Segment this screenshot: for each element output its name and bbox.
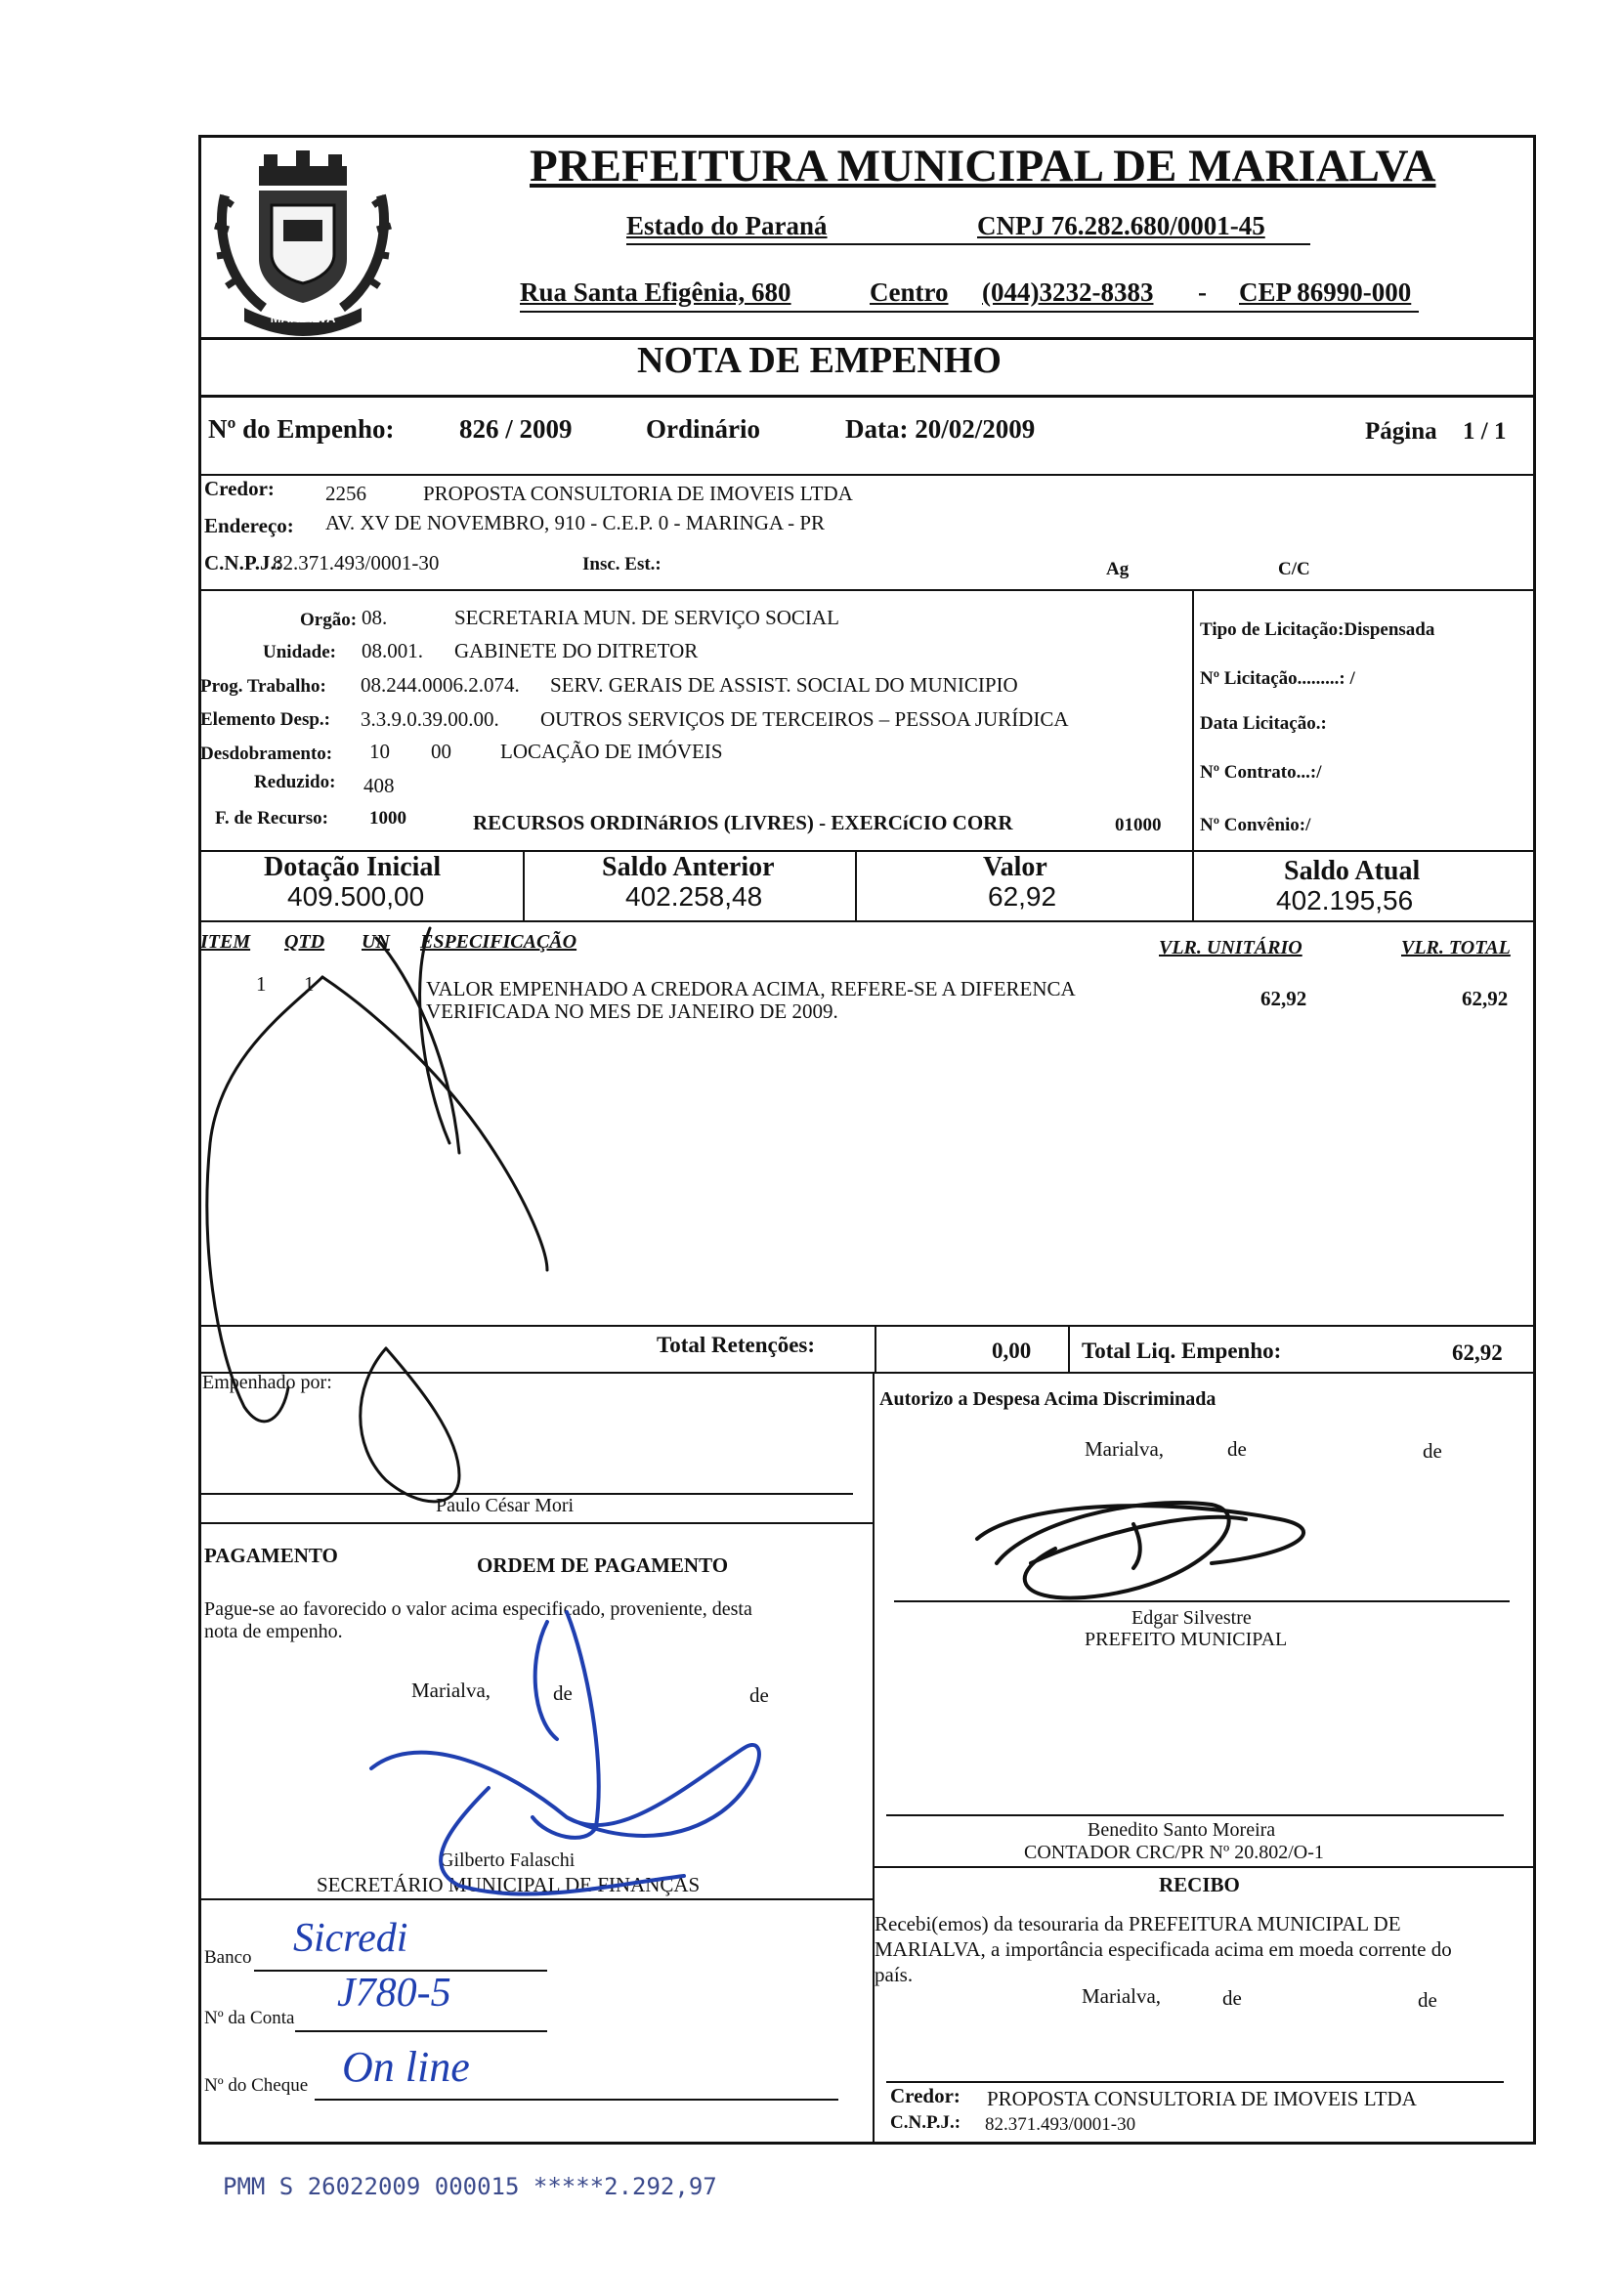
valor-label: Valor xyxy=(983,852,1047,882)
divider xyxy=(198,920,1536,922)
signature-line xyxy=(886,2081,1504,2083)
page-label: Página xyxy=(1365,418,1437,445)
licitacao-contrato: Nº Contrato...:/ xyxy=(1200,762,1322,783)
empenho-type: Ordinário xyxy=(646,414,761,444)
cheque-label: Nº do Cheque xyxy=(204,2075,309,2096)
licitacao-data: Data Licitação.: xyxy=(1200,713,1327,734)
autorizo-de-2: de xyxy=(1423,1439,1442,1463)
liquido-label: Total Liq. Empenho: xyxy=(1082,1339,1282,1363)
unit-price-header: VLR. UNITÁRIO xyxy=(1159,937,1302,958)
recibo-de-2: de xyxy=(1418,1988,1437,2012)
credor-cc-label: C/C xyxy=(1278,559,1310,579)
pagamento-text-2: nota de empenho. xyxy=(204,1621,343,1642)
saldo-anterior-value: 402.258,48 xyxy=(625,881,763,912)
valor-value: 62,92 xyxy=(988,881,1057,912)
municipality-phone: (044)3232-8383 xyxy=(982,277,1154,307)
total-header: VLR. TOTAL xyxy=(1401,937,1511,958)
empenhado-signer: Paulo César Mori xyxy=(436,1495,575,1516)
cheque-line xyxy=(315,2099,838,2101)
item-spec-line2: VERIFICADA NO MES DE JANEIRO DE 2009. xyxy=(426,999,838,1023)
state-name: Estado do Paraná xyxy=(626,211,828,240)
pagamento-text-1: Pague-se ao favorecido o valor acima especificado, proveniente, desta xyxy=(204,1598,752,1620)
divider xyxy=(198,1372,1536,1374)
cheque-value: On line xyxy=(342,2043,470,2091)
seal-text: MARIALVA xyxy=(270,311,336,325)
column-divider xyxy=(873,1372,875,2144)
recurso-code: 1000 xyxy=(369,808,406,829)
divider xyxy=(198,1325,1536,1327)
unidade-label: Unidade: xyxy=(263,642,336,662)
recibo-credor-name: PROPOSTA CONSULTORIA DE IMOVEIS LTDA xyxy=(987,2087,1417,2110)
ordem-pagamento-label: ORDEM DE PAGAMENTO xyxy=(477,1553,729,1577)
un-header: UN xyxy=(362,931,390,953)
prog-label: Prog. Trabalho: xyxy=(200,676,326,697)
empenho-date: Data: 20/02/2009 xyxy=(845,414,1036,444)
column-divider xyxy=(1068,1325,1070,1374)
recibo-text-2: MARIALVA, a importância especificada acima em moeda corrente do xyxy=(875,1937,1452,1961)
banco-label: Banco xyxy=(204,1947,252,1968)
autorizo-de-1: de xyxy=(1227,1437,1247,1461)
conta-line xyxy=(295,2030,547,2032)
item-number: 1 xyxy=(256,972,267,996)
recurso-name: RECURSOS ORDINáRIOS (LIVRES) - EXERCíCIO CORR xyxy=(473,811,1013,834)
credor-cnpj-label: C.N.P.J.: xyxy=(204,551,282,574)
pagamento-de-1: de xyxy=(553,1681,573,1705)
spec-header: ESPECIFICAÇÃO xyxy=(420,931,577,953)
header-rule xyxy=(626,243,1310,245)
recurso-code-2: 01000 xyxy=(1115,815,1162,835)
recibo-text-1: Recebi(emos) da tesouraria da PREFEITURA MUNICIPAL DE xyxy=(875,1912,1401,1935)
licitacao-convenio: Nº Convênio:/ xyxy=(1200,815,1311,835)
column-divider xyxy=(1192,850,1194,920)
orgao-code: 08. xyxy=(362,606,388,629)
reduzido-value: 408 xyxy=(363,774,395,797)
elemento-label: Elemento Desp.: xyxy=(200,709,330,730)
credor-address: AV. XV DE NOVEMBRO, 910 - C.E.P. 0 - MARINGA - PR xyxy=(325,511,826,534)
column-divider xyxy=(875,1325,876,1374)
credor-cnpj: 82.371.493/0001-30 xyxy=(273,551,440,574)
conta-label: Nº da Conta xyxy=(204,2008,295,2028)
secretario-role: SECRETÁRIO MUNICIPAL DE FINANÇAS xyxy=(317,1873,701,1896)
prefeito-role: PREFEITO MUNICIPAL xyxy=(1085,1629,1288,1650)
recibo-de-1: de xyxy=(1222,1986,1242,2010)
recibo-label: RECIBO xyxy=(1159,1873,1240,1896)
municipality-district: Centro xyxy=(870,277,949,307)
prog-name: SERV. GERAIS DE ASSIST. SOCIAL DO MUNICIPIO xyxy=(550,673,1018,697)
pagamento-de-2: de xyxy=(749,1683,769,1707)
orgao-name: SECRETARIA MUN. DE SERVIÇO SOCIAL xyxy=(454,606,839,629)
licitacao-numero: Nº Licitação.........: / xyxy=(1200,668,1355,689)
item-spec-line1: VALOR EMPENHADO A CREDORA ACIMA, REFERE-SE A DIFERENCA xyxy=(426,977,1076,1000)
header-separator: - xyxy=(1198,277,1207,307)
divider xyxy=(198,1522,873,1524)
banco-value: Sicredi xyxy=(293,1916,408,1961)
dotacao-value: 409.500,00 xyxy=(287,881,425,912)
recibo-city: Marialva, xyxy=(1082,1984,1162,2008)
prog-code: 08.244.0006.2.074. xyxy=(361,673,520,697)
saldo-atual-label: Saldo Atual xyxy=(1284,856,1421,886)
elemento-name: OUTROS SERVIÇOS DE TERCEIROS – PESSOA JURÍDICA xyxy=(540,707,1069,731)
credor-label: Credor: xyxy=(204,477,275,500)
municipality-cep: CEP 86990-000 xyxy=(1239,277,1412,307)
municipality-cnpj: CNPJ 76.282.680/0001-45 xyxy=(977,211,1265,240)
signature-line xyxy=(886,1814,1504,1816)
empenho-number-label: Nº do Empenho: xyxy=(208,414,395,444)
credor-insc-label: Insc. Est.: xyxy=(582,554,662,574)
empenho-number: 826 / 2009 xyxy=(459,414,573,444)
column-divider xyxy=(523,850,525,920)
document-title: NOTA DE EMPENHO xyxy=(637,340,1002,381)
autorizo-city: Marialva, xyxy=(1085,1437,1165,1461)
contador-name: Benedito Santo Moreira xyxy=(1088,1819,1276,1841)
conta-value: J780-5 xyxy=(337,1971,451,2016)
page-number: 1 / 1 xyxy=(1463,418,1507,445)
desdobramento-a: 10 xyxy=(369,740,390,763)
autorizo-label: Autorizo a Despesa Acima Discriminada xyxy=(879,1388,1216,1410)
dotacao-label: Dotação Inicial xyxy=(264,852,442,882)
recibo-cnpj: 82.371.493/0001-30 xyxy=(985,2114,1136,2135)
liquido-value: 62,92 xyxy=(1452,1340,1503,1365)
recibo-text-3: país. xyxy=(875,1963,914,1986)
credor-code: 2256 xyxy=(325,482,366,505)
empenhado-label: Empenhado por: xyxy=(202,1372,332,1393)
reduzido-label: Reduzido: xyxy=(254,772,336,792)
credor-ag-label: Ag xyxy=(1106,559,1130,579)
retencoes-value: 0,00 xyxy=(992,1339,1032,1363)
item-qtd: 1 xyxy=(304,972,315,996)
recurso-label: F. de Recurso: xyxy=(215,808,328,829)
payment-stamp: PMM S 26022009 000015 *****2.292,97 xyxy=(223,2173,717,2200)
item-total: 62,92 xyxy=(1462,987,1509,1010)
item-header: ITEM xyxy=(200,931,251,953)
orgao-label: Orgão: xyxy=(300,610,358,630)
divider xyxy=(198,474,1536,476)
coat-of-arms-icon xyxy=(205,137,401,337)
elemento-code: 3.3.9.0.39.00.00. xyxy=(361,707,499,731)
recibo-cnpj-label: C.N.P.J.: xyxy=(890,2112,961,2133)
contador-role: CONTADOR CRC/PR Nº 20.802/O-1 xyxy=(1024,1842,1324,1863)
divider xyxy=(873,1866,1536,1868)
recibo-credor-label: Credor: xyxy=(890,2084,960,2107)
saldo-anterior-label: Saldo Anterior xyxy=(602,852,775,882)
pagamento-label: PAGAMENTO xyxy=(204,1544,338,1567)
header-rule-2 xyxy=(520,311,1419,313)
prefeito-name: Edgar Silvestre xyxy=(1131,1607,1252,1629)
pagamento-city: Marialva, xyxy=(411,1679,491,1702)
item-unit-price: 62,92 xyxy=(1260,987,1307,1010)
credor-address-label: Endereço: xyxy=(204,514,294,537)
column-divider xyxy=(1192,589,1194,859)
page-title: PREFEITURA MUNICIPAL DE MARIALVA xyxy=(530,141,1436,191)
divider xyxy=(198,395,1536,398)
retencoes-label: Total Retenções: xyxy=(657,1333,816,1357)
municipality-address: Rua Santa Efigênia, 680 xyxy=(520,277,791,307)
column-divider xyxy=(855,850,857,920)
divider xyxy=(198,589,1536,591)
divider xyxy=(198,1898,873,1900)
secretario-name: Gilberto Falaschi xyxy=(440,1850,576,1871)
qtd-header: QTD xyxy=(284,931,325,953)
unidade-code: 08.001. xyxy=(362,639,423,662)
licitacao-tipo: Tipo de Licitação:Dispensada xyxy=(1200,619,1435,640)
saldo-atual-value: 402.195,56 xyxy=(1276,885,1414,915)
credor-name: PROPOSTA CONSULTORIA DE IMOVEIS LTDA xyxy=(423,482,853,505)
desdobramento-label: Desdobramento: xyxy=(200,744,333,764)
desdobramento-b: 00 xyxy=(431,740,451,763)
unidade-name: GABINETE DO DITRETOR xyxy=(454,639,699,662)
signature-line xyxy=(894,1600,1510,1602)
desdobramento-name: LOCAÇÃO DE IMÓVEIS xyxy=(500,740,723,763)
